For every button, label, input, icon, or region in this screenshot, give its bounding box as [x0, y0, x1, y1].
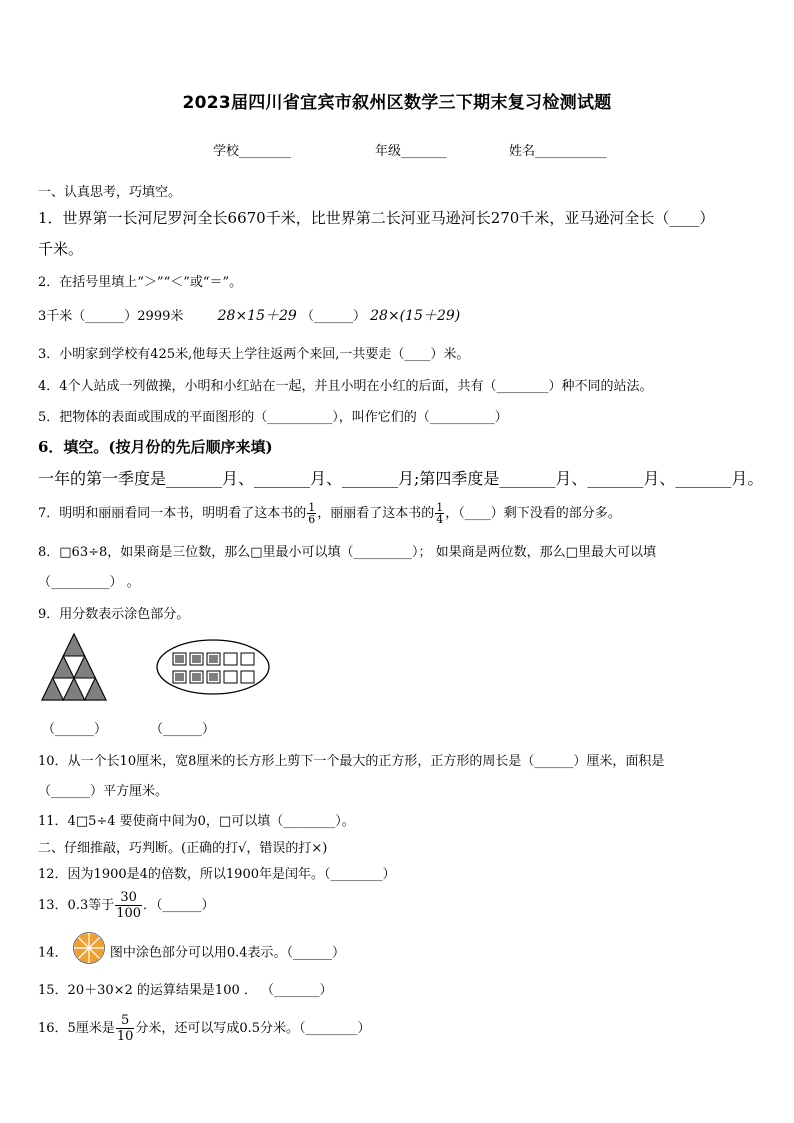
q2-expression-2: 28×(15＋29) — [370, 308, 461, 324]
q7-text-3: ，（____）剩下没看的部分多。 — [445, 506, 621, 521]
empty-square — [241, 671, 254, 683]
question-6: 6．填空。(按月份的先后顺序来填) — [38, 438, 273, 456]
q16-den: 10 — [116, 1029, 134, 1044]
question-14 — [38, 941, 345, 965]
q16-text-2: 分米，还可以写成0.5分米。（________） — [135, 1021, 371, 1036]
q13-num: 30 — [115, 890, 142, 906]
question-12: 12．因为1900是4的倍数，所以1900年是闰年。（________） — [38, 867, 396, 882]
question-11: 11．4□5÷4 要使商中间为0，□可以填（________）。 — [38, 814, 355, 829]
empty-square — [224, 671, 237, 683]
q2-expression-1: 28×15＋29 — [217, 308, 297, 324]
question-10-line-2: （______）平方厘米。 — [38, 784, 169, 799]
q2-blank: （______） — [300, 309, 366, 324]
question-8-line-2: （_________） 。 — [38, 575, 140, 590]
triangle-figure — [40, 632, 108, 702]
q7-f1-num: 1 — [308, 501, 316, 514]
q14-number: 14． — [38, 945, 68, 961]
question-1-line-2: 千米。 — [38, 240, 84, 258]
page-title: 2023届四川省宜宾市叙州区数学三下期末复习检测试题 — [182, 93, 612, 113]
question-8-line-1: 8．□63÷8，如果商是三位数，那么□里最小可以填（_________）； 如果商是两位数，那么□里最大可以填 — [38, 545, 656, 560]
pie-figure — [72, 931, 106, 965]
school-field: 学校________ — [213, 144, 292, 159]
question-10-line-1: 10．从一个长10厘米，宽8厘米的长方形上剪下一个最大的正方形，正方形的周长是（______）厘米，面积是 — [38, 754, 665, 769]
q7-f1-den: 6 — [308, 513, 316, 526]
square-fill — [175, 655, 184, 663]
q14-text: 图中涂色部分可以用0.4表示。（______） — [109, 945, 346, 961]
question-4: 4．4个人站成一列做操，小明和小红站在一起，并且小明在小红的后面，共有（________）种不同的站法。 — [38, 379, 653, 394]
empty-square — [224, 653, 237, 665]
section-2-heading: 二、仔细推敲，巧判断。(正确的打√，错误的打×) — [38, 841, 328, 856]
section-1-heading: 一、认真思考，巧填空。 — [38, 185, 182, 200]
question-3: 3．小明家到学校有425米,他每天上学往返两个来回,一共要走（____）米。 — [38, 347, 470, 362]
q7-f2-den: 4 — [436, 513, 444, 526]
q2-item-1: 3千米（______）2999米 — [38, 309, 184, 324]
question-1-line-1: 1．世界第一长河尼罗河全长6670千米，比世界第二长河亚马逊河长270千米，亚马逊河全长（____） — [38, 209, 715, 227]
square-fill — [192, 673, 201, 681]
triangle-shaded-top — [63, 634, 84, 656]
name-field: 姓名___________ — [509, 144, 607, 159]
q13-text-2: ．（______） — [143, 898, 215, 913]
square-fill — [209, 673, 218, 681]
q9-blank-1: （______） — [42, 722, 108, 737]
question-2: 2．在括号里填上“＞”“＜”或“＝”。 — [38, 275, 243, 290]
q7-fraction-2 — [435, 502, 444, 525]
q7-text-2: ，丽丽看了这本书的 — [317, 506, 435, 521]
empty-square — [241, 653, 254, 665]
square-fill — [192, 655, 201, 663]
question-7 — [38, 502, 621, 525]
q7-text-1: 7．明明和丽丽看同一本书，明明看了这本书的 — [38, 506, 307, 521]
question-6-blanks: 一年的第一季度是_______月、_______月、_______月;第四季度是_______月、_______月、_______月。 — [38, 469, 764, 488]
ellipse-squares-figure — [155, 638, 271, 696]
q9-blank-2: （______） — [150, 722, 216, 737]
q16-num: 5 — [116, 1013, 135, 1029]
grade-field: 年级_______ — [375, 144, 447, 159]
question-15: 15．20＋30×2 的运算结果是100 ． （_______） — [38, 983, 333, 998]
q7-f2-num: 1 — [436, 501, 444, 514]
q7-fraction-1 — [307, 502, 316, 525]
question-5: 5．把物体的表面或围成的平面图形的（__________），叫作它们的（__________） — [38, 410, 508, 425]
square-fill — [209, 655, 218, 663]
q13-text-1: 13．0.3等于 — [38, 898, 115, 913]
question-2-items — [38, 305, 460, 325]
question-16 — [38, 1013, 371, 1044]
question-13 — [38, 890, 215, 921]
q16-fraction — [116, 1013, 135, 1044]
q13-fraction — [115, 890, 142, 921]
q16-text-1: 16．5厘米是 — [38, 1021, 115, 1036]
q13-den: 100 — [116, 906, 142, 921]
question-9: 9．用分数表示涂色部分。 — [38, 607, 190, 622]
square-fill — [175, 673, 184, 681]
